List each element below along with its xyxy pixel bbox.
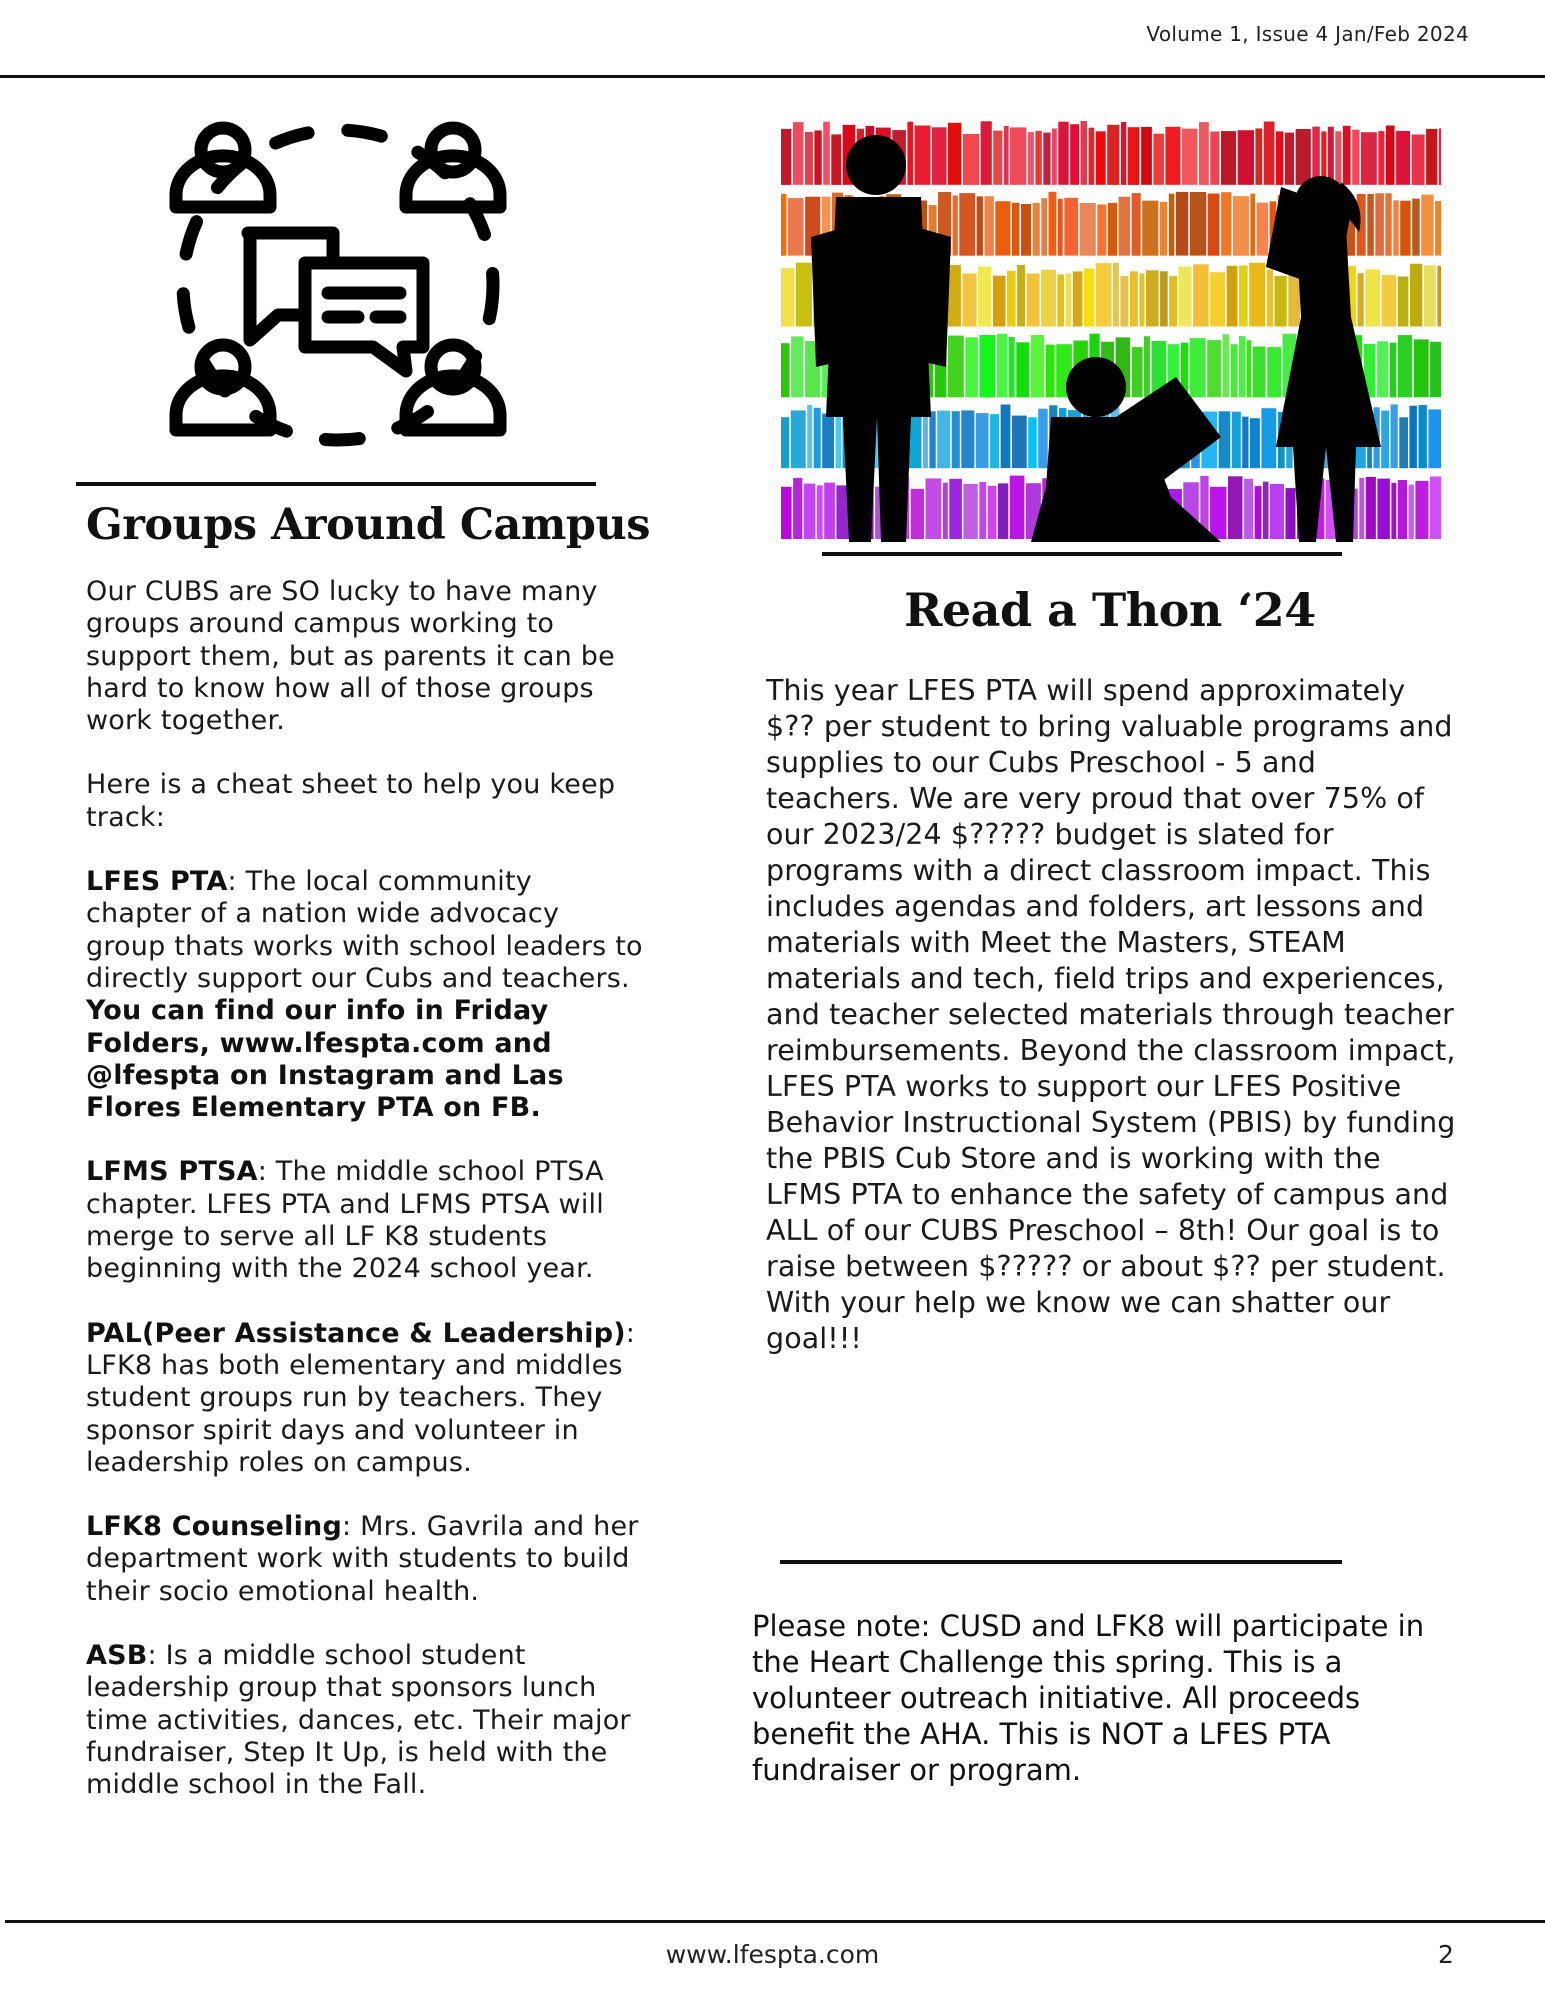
book-spine	[1250, 194, 1255, 256]
heart-challenge-note: Please note: CUSD and LFK8 will participate in the Heart Challenge this spring. This is a volunteer outreach initiative. All proceeds benefit the AHA. This is NOT a LFES PTA fundraiser or program.	[752, 1609, 1425, 1787]
book-spine	[1367, 194, 1374, 256]
book-spine	[1190, 338, 1206, 397]
book-spine	[1141, 127, 1152, 185]
book-spine	[1097, 205, 1106, 256]
book-spine	[796, 263, 812, 327]
book-spine	[1017, 265, 1025, 327]
groups-column	[86, 576, 646, 1834]
page-number: 2	[1438, 1940, 1454, 1969]
group-counseling: LFK8 Counseling: Mrs. Gavrila and her department work with students to build their socio emotional health.	[86, 1511, 639, 1607]
book-spine	[990, 414, 999, 468]
book-spine	[823, 122, 830, 185]
book-spine	[814, 130, 821, 184]
book-spine	[1312, 127, 1320, 185]
book-spine	[1033, 203, 1040, 256]
book-spine	[1239, 336, 1245, 397]
book-spine	[1208, 194, 1220, 256]
book-spine	[978, 267, 991, 327]
book-spine	[1255, 486, 1262, 539]
book-spine	[1377, 479, 1390, 539]
readathon-divider	[822, 552, 1342, 556]
book-spine	[1009, 337, 1015, 397]
book-spine	[781, 487, 792, 539]
groups-cheat-sheet: Here is a cheat sheet to help you keep track:	[86, 769, 616, 833]
book-spine	[1399, 417, 1408, 468]
book-spine	[948, 123, 961, 185]
book-spine	[1096, 263, 1112, 326]
book-spine	[1263, 482, 1269, 539]
book-spine	[1146, 270, 1159, 326]
book-spine	[979, 482, 986, 539]
book-spine	[1231, 344, 1238, 397]
book-spine	[1080, 203, 1096, 256]
book-spine	[1041, 198, 1047, 256]
book-spine	[977, 196, 983, 255]
group-lfes-pta: LFES PTA: The local community chapter of a nation wide advocacy group thats works with school leaders to directly support our Cubs and teachers. You can find our info in Friday Folders, www.lfespta.com and @lfespta on Instagram and Las Flores Elementary PTA on FB.	[86, 866, 643, 1124]
book-spine	[1335, 131, 1341, 185]
book-spine	[988, 486, 997, 539]
groups-intro: Our CUBS are SO lucky to have many groups around campus working to support them, but as parents it can be hard to know how all of those groups work together.	[86, 576, 615, 737]
book-spine	[1113, 263, 1119, 327]
book-spine	[788, 198, 804, 256]
book-spine	[1219, 411, 1231, 468]
book-spine	[1239, 265, 1248, 326]
book-spine	[1012, 203, 1020, 256]
book-spine	[1398, 335, 1412, 397]
book-spine	[1160, 202, 1167, 256]
book-spine	[1365, 269, 1380, 326]
book-spine	[1409, 406, 1417, 468]
book-spine	[929, 411, 935, 468]
book-spine	[963, 273, 977, 326]
book-spine	[993, 276, 1006, 327]
book-spine	[1190, 192, 1207, 256]
book-spine	[1244, 479, 1253, 539]
book-spine	[1010, 127, 1026, 184]
book-spine	[1021, 204, 1031, 256]
book-spine	[1375, 193, 1384, 255]
book-spine	[952, 411, 960, 468]
book-spine	[1398, 277, 1409, 327]
book-spine	[1058, 122, 1068, 185]
book-spine	[948, 336, 964, 398]
book-spine	[1233, 196, 1249, 256]
note-divider	[780, 1560, 1342, 1564]
book-spine	[1410, 264, 1422, 327]
book-spine	[1396, 131, 1410, 185]
book-spine	[1041, 270, 1056, 327]
book-spine	[1049, 192, 1057, 256]
book-spine	[1004, 126, 1009, 185]
book-spine	[1285, 133, 1294, 185]
book-spine	[1012, 416, 1027, 469]
book-spine	[1391, 483, 1396, 539]
book-spine	[1169, 276, 1177, 326]
book-spine	[1275, 276, 1287, 327]
book-spine	[1028, 417, 1037, 468]
book-spine	[1038, 409, 1048, 469]
book-spine	[1352, 130, 1359, 185]
book-spine	[793, 122, 804, 185]
book-spine	[1242, 417, 1248, 469]
book-spine	[1257, 203, 1269, 256]
book-spine	[1426, 129, 1437, 185]
book-spine	[907, 122, 913, 185]
book-spine	[807, 405, 812, 468]
book-spine	[831, 134, 841, 185]
book-spine	[1119, 197, 1131, 256]
book-spine	[1043, 133, 1050, 185]
book-spine	[926, 478, 942, 539]
book-spine	[995, 201, 1010, 255]
book-spine	[1221, 192, 1231, 255]
book-spine	[1439, 128, 1441, 185]
book-spine	[781, 194, 787, 256]
book-spine	[1247, 340, 1252, 397]
book-spine	[1089, 128, 1095, 185]
book-spine	[1296, 129, 1311, 185]
book-spine	[1430, 342, 1441, 398]
book-spine	[1398, 480, 1407, 539]
book-spine	[915, 126, 931, 185]
book-spine	[1139, 273, 1144, 326]
book-spine	[1415, 481, 1428, 539]
book-spine	[1107, 125, 1119, 185]
book-spine	[1328, 127, 1334, 185]
book-spine	[1066, 274, 1072, 327]
book-spine	[1400, 201, 1411, 256]
book-spine	[1428, 409, 1441, 468]
book-spine	[1207, 340, 1221, 397]
groups-divider	[76, 482, 596, 486]
book-spine	[1386, 126, 1395, 185]
book-spine	[1121, 122, 1127, 185]
book-spine	[1120, 276, 1128, 327]
book-spine	[1182, 129, 1198, 185]
book-spine	[1421, 195, 1433, 256]
book-spine	[1435, 201, 1441, 256]
book-spine	[1046, 345, 1055, 398]
book-spine	[932, 127, 947, 185]
book-spine	[822, 414, 834, 469]
book-spine	[1412, 199, 1420, 256]
book-spine	[1199, 122, 1209, 185]
book-spine	[1419, 405, 1427, 468]
book-spine	[1081, 121, 1088, 185]
book-spine	[793, 478, 802, 539]
book-spine	[1385, 193, 1391, 256]
book-spine	[1007, 271, 1016, 327]
book-spine	[911, 489, 924, 539]
book-spine	[817, 485, 823, 539]
group-pal: PAL(Peer Assistance & Leadership): LFK8 has both elementary and middles student groups run by teachers. They sponsor spirit days and volunteer in leadership roles on campus.	[86, 1317, 636, 1478]
book-spine	[1178, 267, 1191, 327]
book-spine	[804, 484, 815, 539]
book-spine	[1027, 274, 1040, 327]
book-spine	[781, 129, 791, 185]
footer-url[interactable]: www.lfespta.com	[665, 1940, 880, 1969]
book-spine	[1255, 128, 1262, 184]
book-spine	[1228, 476, 1243, 539]
group-chat-icon	[168, 115, 508, 455]
book-spine	[1130, 271, 1138, 326]
book-spine	[1221, 131, 1236, 185]
book-spine	[1437, 266, 1441, 327]
readathon-heading: Read a Thon ‘24	[904, 583, 1316, 637]
book-spine	[1165, 127, 1180, 185]
book-spine	[976, 413, 989, 468]
book-spine	[963, 484, 977, 539]
book-spine	[1028, 132, 1034, 185]
group-name: LFK8 Counseling	[86, 1511, 343, 1543]
book-spine	[1393, 200, 1398, 255]
book-spine	[1108, 203, 1117, 256]
book-spine	[953, 195, 958, 255]
book-spine	[1057, 274, 1064, 326]
group-name: ASB	[86, 1640, 148, 1672]
book-spine	[979, 335, 995, 397]
book-spine	[1084, 268, 1094, 326]
book-spine	[1052, 129, 1057, 185]
book-spine	[1253, 347, 1266, 398]
book-spine	[1424, 265, 1436, 326]
book-spine	[997, 334, 1007, 398]
book-spine	[805, 132, 813, 185]
book-spine	[1128, 127, 1140, 185]
readathon-body: This year LFES PTA will spend approximately $?? per student to bring valuable programs and supplies to our Cubs Preschool - 5 and teachers. We are very proud that over 75% of our 2023/24 $????? budget is slated for programs with a direct classroom impact. This includes agendas and folders, art lessons and materials with Meet the Masters, STEAM materials and tech, field trips and experiences, and teacher selected materials through teacher reimbursements. Beyond the classroom impact, LFES PTA works to support our LFES Positive Behavior Instructional System (PBIS) by funding the PBIS Cub Store and is working with the LFMS PTA to enhance the safety of campus and ALL of our CUBS Preschool – 8th! Our goal is to raise between $????? or about $?? per student. With your help we know we can shatter our goal!!!	[766, 674, 1456, 1355]
book-spine	[1276, 131, 1283, 185]
book-spine	[1073, 271, 1083, 326]
header-rule	[0, 75, 1545, 78]
book-spine	[1144, 336, 1150, 397]
book-spine	[959, 193, 975, 256]
book-spine	[781, 417, 789, 468]
book-spine	[781, 268, 794, 326]
book-spine	[1378, 131, 1384, 185]
book-spine	[1169, 194, 1175, 256]
book-spine	[1142, 201, 1158, 256]
book-spine	[965, 337, 978, 397]
book-spine	[998, 483, 1008, 539]
book-spine	[981, 121, 992, 185]
group-lfms-ptsa: LFMS PTSA: The middle school PTSA chapter. LFES PTA and LFMS PTSA will merge to serve all LF K8 students beginning with the 2024 school year.	[86, 1156, 604, 1285]
book-spine	[1031, 335, 1044, 397]
book-spine	[1267, 269, 1273, 326]
book-spine	[1359, 478, 1364, 539]
book-spine	[1001, 405, 1011, 469]
book-spine	[1412, 135, 1425, 185]
book-spine	[1343, 126, 1351, 185]
book-spine	[984, 196, 994, 256]
footer-rule	[5, 1920, 1545, 1923]
book-spine	[1382, 275, 1397, 326]
book-spine	[1414, 339, 1429, 397]
book-spine	[1430, 477, 1441, 540]
book-spine	[781, 343, 790, 397]
book-spine	[1238, 130, 1254, 185]
book-spine	[1358, 273, 1364, 326]
book-spine	[1096, 131, 1106, 185]
book-spine	[1132, 193, 1141, 256]
book-spine	[1267, 347, 1281, 397]
book-spine	[949, 479, 962, 539]
book-spine	[1210, 487, 1226, 539]
book-spine	[1010, 476, 1025, 539]
book-spine	[1250, 418, 1260, 468]
book-spine	[1132, 347, 1143, 397]
book-spine	[1249, 263, 1265, 327]
book-spine	[1153, 134, 1164, 185]
book-spine	[1064, 198, 1078, 256]
book-spine	[993, 131, 1002, 185]
book-spine	[1222, 334, 1229, 397]
book-spine	[1035, 131, 1041, 185]
book-spine	[791, 336, 804, 397]
book-spine	[1391, 404, 1398, 468]
book-spine	[1210, 272, 1225, 326]
book-spine	[1390, 343, 1397, 398]
book-spine	[1176, 192, 1188, 256]
book-spine	[1366, 477, 1376, 539]
book-spine	[943, 483, 948, 539]
book-spine	[1286, 488, 1296, 539]
book-spine	[1377, 341, 1388, 397]
book-spine	[961, 410, 974, 468]
groups-heading: Groups Around Campus	[86, 500, 650, 550]
group-name: LFMS PTSA	[86, 1156, 258, 1188]
book-spine	[814, 408, 821, 468]
book-spine	[1193, 264, 1209, 326]
group-name: LFES PTA	[86, 866, 228, 898]
book-spine	[1409, 485, 1414, 539]
book-spine	[963, 134, 979, 185]
group-info-links: You can find our info in Friday Folders, www.lfespta.com and @lfespta on Instagram and Las Flores Elementary PTA on FB.	[86, 995, 564, 1124]
book-spine	[791, 410, 806, 468]
book-spine	[1261, 408, 1276, 468]
book-spine	[1361, 132, 1377, 185]
group-asb: ASB: Is a middle school student leadership group that sponsors lunch time activities, dances, etc. Their major fundraiser, Step It Up, is held with the middle school in the Fall.	[86, 1640, 631, 1801]
book-spine	[1016, 342, 1029, 397]
children-reading-image	[781, 117, 1441, 542]
book-spine	[1070, 124, 1079, 185]
book-spine	[1381, 411, 1389, 469]
issue-info: Volume 1, Issue 4 Jan/Feb 2024	[1146, 22, 1469, 46]
book-spine	[1227, 266, 1238, 327]
book-spine	[1058, 199, 1063, 256]
book-spine	[1210, 132, 1219, 185]
book-spine	[1232, 412, 1241, 468]
book-spine	[1264, 122, 1275, 185]
book-spine	[1270, 484, 1284, 539]
book-spine	[937, 411, 950, 469]
group-name: PAL(Peer Assistance & Leadership)	[86, 1317, 626, 1349]
book-spine	[824, 483, 835, 539]
book-spine	[1160, 271, 1168, 326]
